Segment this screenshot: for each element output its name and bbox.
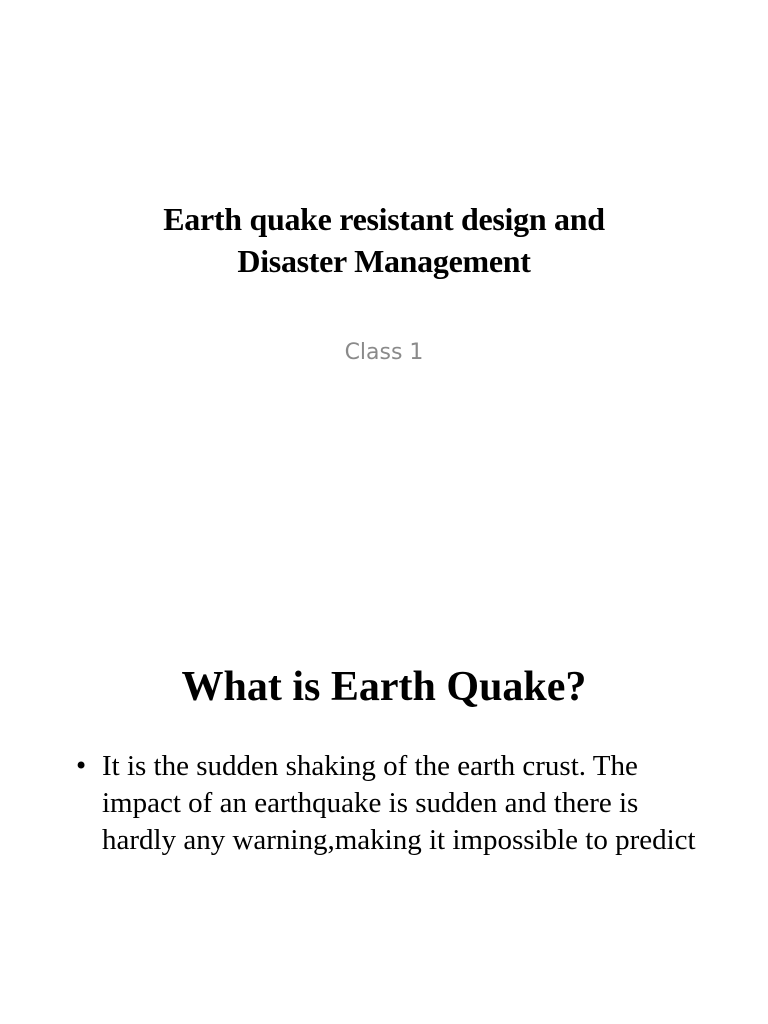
bullet-list — [72, 748, 702, 859]
slide-title-line-2: Disaster Management — [237, 243, 531, 279]
bullet-text: It is the sudden shaking of the earth crust. The impact of an earthquake is sudden and there is hardly any warning,making it impossible to predict — [102, 750, 696, 856]
slide-2 — [0, 576, 768, 1024]
slide-subtitle: Class 1 — [344, 340, 424, 365]
bullet-item — [72, 748, 702, 859]
slide-title — [0, 198, 768, 282]
bullet-dot-icon: • — [74, 752, 89, 780]
slide-title-line-1: Earth quake resistant design and — [163, 201, 605, 237]
slide-title: What is Earth Quake? — [181, 664, 587, 710]
